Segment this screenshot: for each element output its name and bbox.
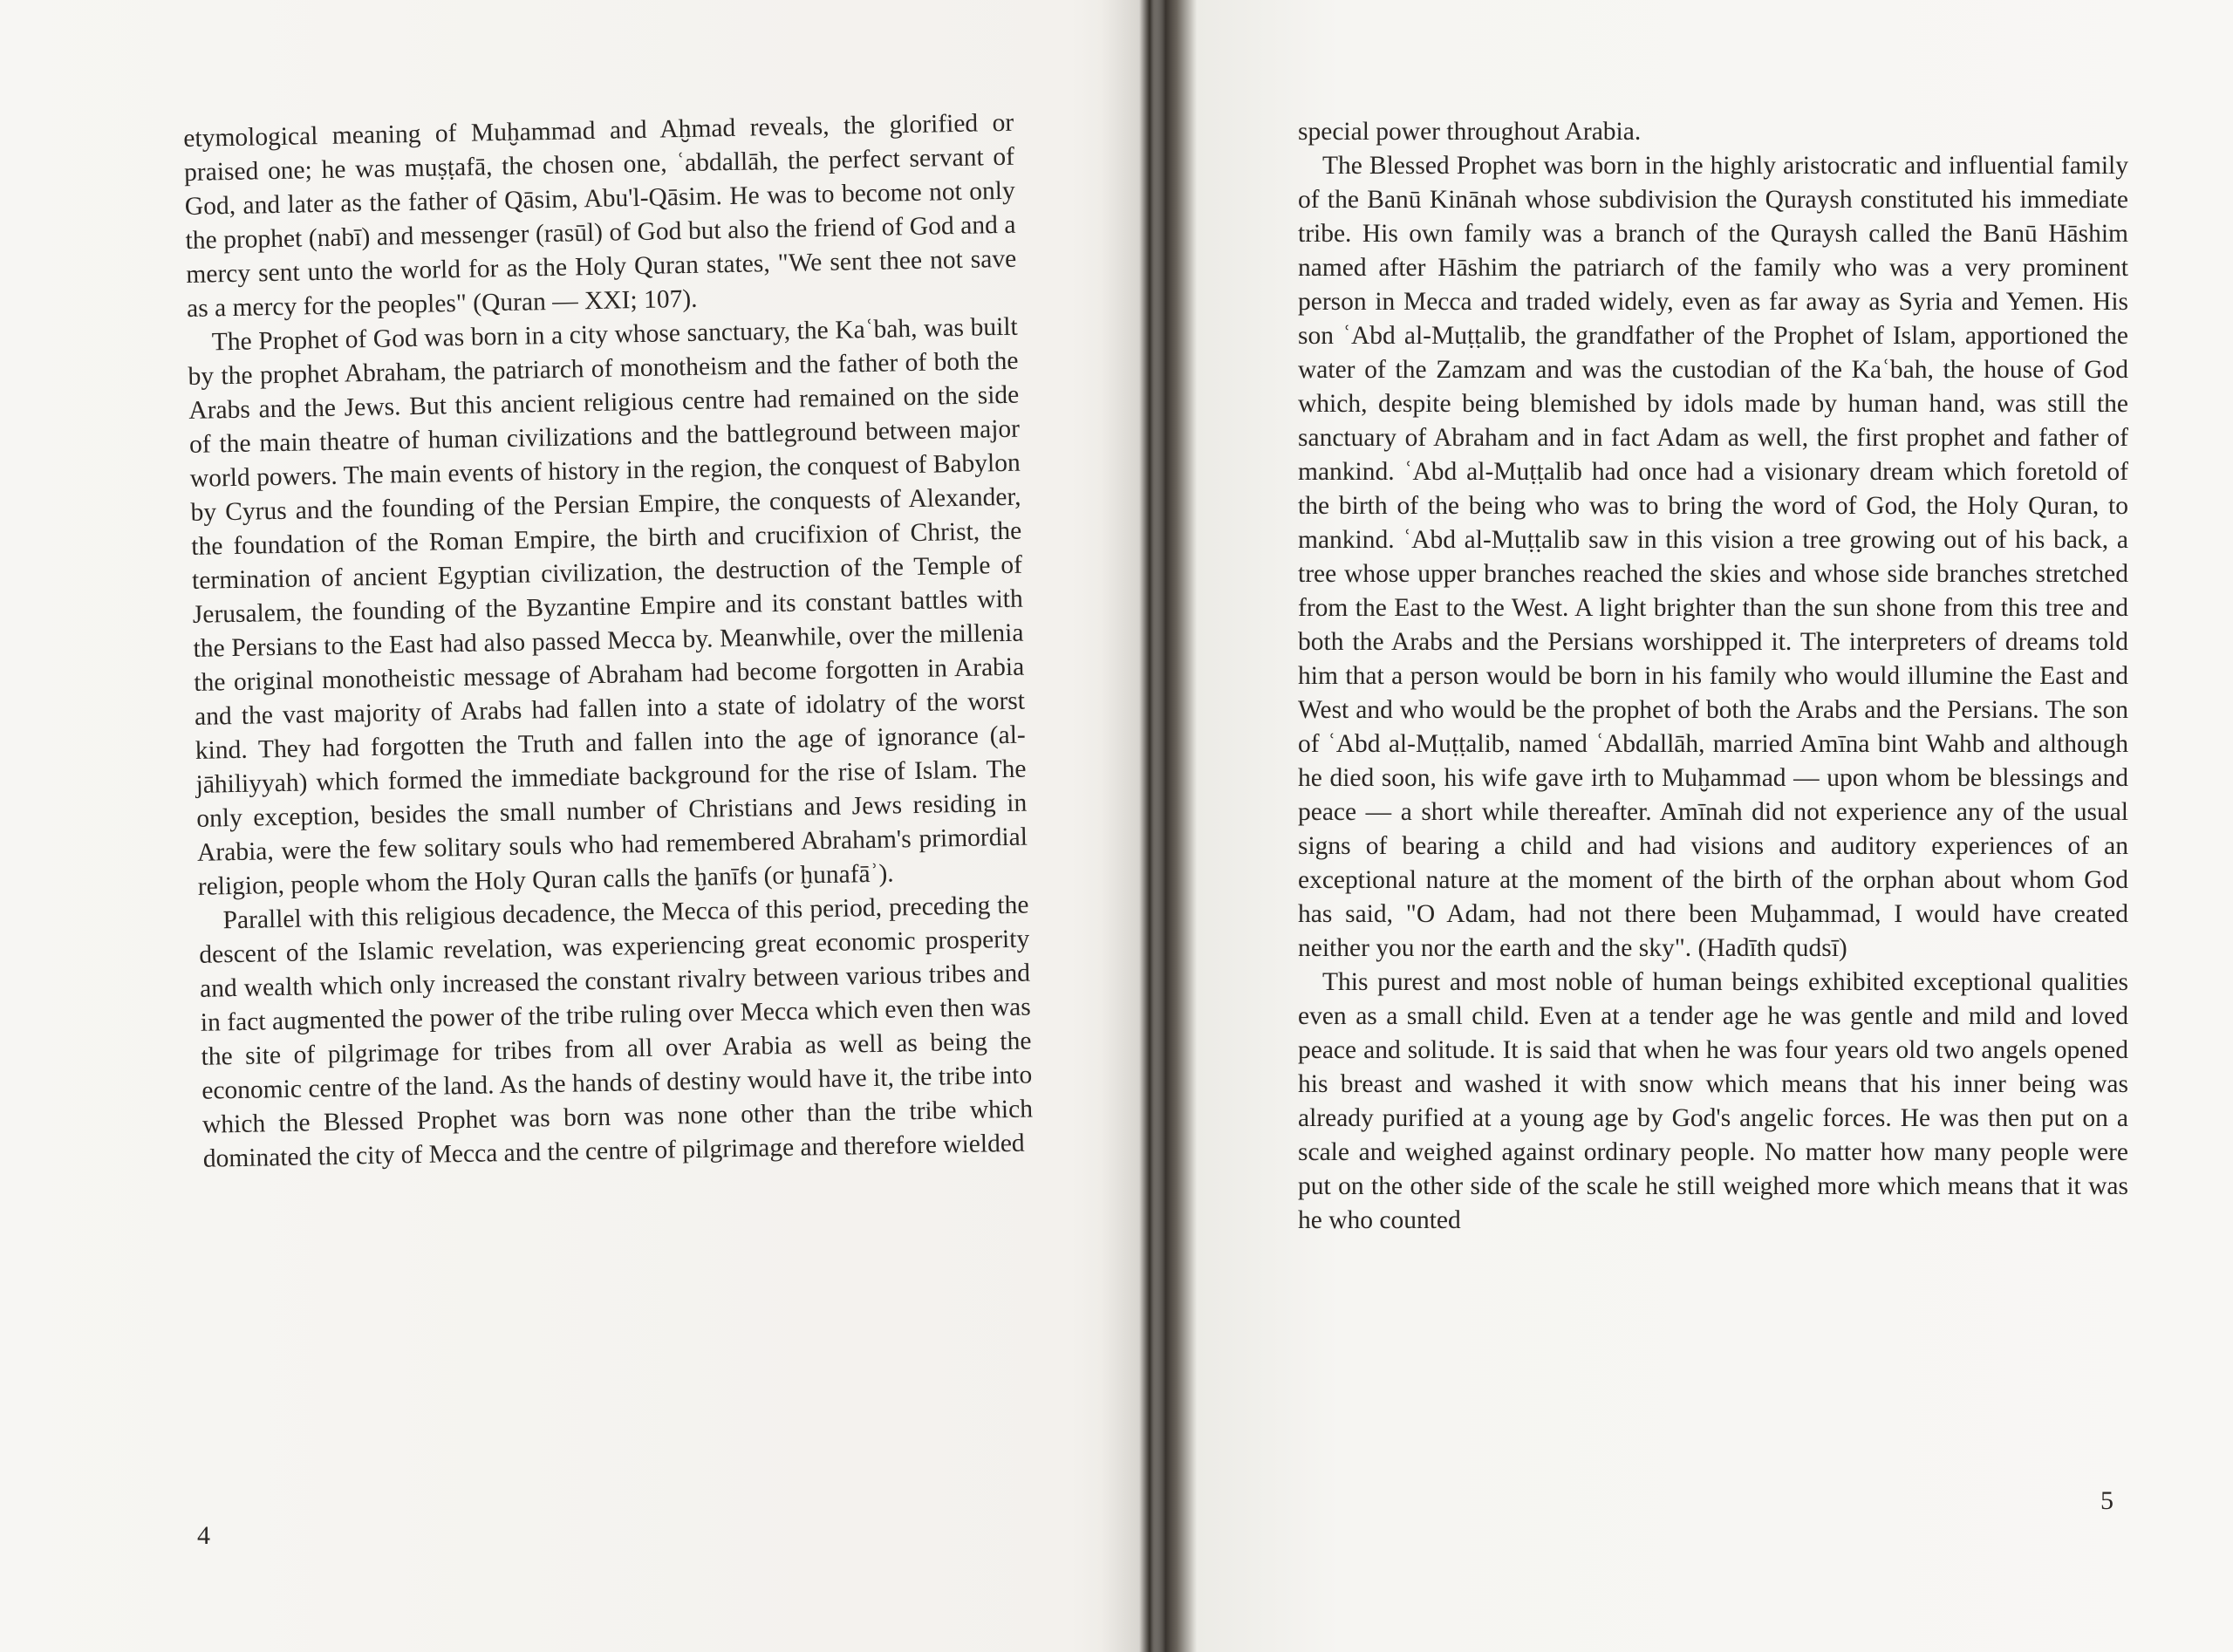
right-paragraph-1: special power throughout Arabia. bbox=[1298, 118, 1642, 146]
left-paragraph-3: Parallel with this religious decadence, the Mecca of this period, preceding the descent of the Islamic revelation, was experiencing great economic prosperity and wealth which only increased the constant rivalry between various tribes and in fact augmented the power of the tribe ruling over Mecca which even then was the site of pilgrimage for tribes from all over Arabia as well as being the economic centre of the land. As the hands of destiny would have it, the tribe into which the Blessed Prophet was born was none other than the tribe which dominated the city of Mecca and the centre of pilgrimage and therefore wielded bbox=[199, 891, 1034, 1173]
book-gutter bbox=[1101, 0, 1171, 1652]
left-paragraph-2: The Prophet of God was born in a city whose sanctuary, the Kaʿbah, was built by the prophet Abraham, the patriarch of monotheism and the father of both the Arabs and the Jews. But this ancient religious centre had remained on the side of the main theatre of human civilizations and the battleground between major world powers. The main events of history in the region, the conquest of Babylon by Cyrus and the founding of the Persian Empire, the conquests of Alexander, the foundation of the Roman Empire, the birth and crucifixion of Christ, the termination of ancient Egyptian civilization, the destruction of the Temple of Jerusalem, the founding of the Byzantine Empire and its constant battles with the Persians to the East had also passed Mecca by. Meanwhile, over the millenia the original monotheistic message of Abraham had become forgotten in Arabia and the vast majority of Arabs had fallen into a state of idolatry of the worst kind. They had forgotten the Truth and fallen into the age of ignorance (al-jāhiliyyah) which formed the immediate background for the rise of Islam. The only exception, besides the small number of Christians and Jews residing in Arabia, were the few solitary souls who had remembered Abraham's primordial religion, people whom the Holy Quran calls the ḫanīfs (or ḫunafāʾ). bbox=[188, 312, 1028, 901]
left-page bbox=[0, 0, 1101, 1652]
left-page-number: 4 bbox=[197, 1521, 210, 1550]
right-paragraph-2: The Blessed Prophet was born in the highly aristocratic and influential family of the Banū Kinānah whose subdivision the Quraysh constituted his immediate tribe. His own family was a branch of the Quraysh called the Banū Hāshim named after Hāshim the patriarch of the family who was a very prominent person in Mecca and traded widely, even as far away as Syria and Yemen. His son ʿAbd al-Muṭṭalib, the grandfather of the Prophet of Islam, apportioned the water of the Zamzam and was the custodian of the Kaʿbah, the house of God which, despite being blemished by idols made by human hand, was still the sanctuary of Abraham and in fact Adam as well, the first prophet and father of mankind. ʿAbd al-Muṭṭalib had once had a visionary dream which foretold of the birth of the being who was to bring the word of God, the Holy Quran, to mankind. ʿAbd al-Muṭṭalib saw in this vision a tree growing out of his back, a tree whose upper branches reached the skies and whose side branches stretched from the East to the West. A light brighter than the sun shone from this tree and both the Arabs and the Persians worshipped it. The interpreters of dreams told him that a person would be born in his family who would illumine the East and West and who would be the prophet of both the Arabs and the Persians. The son of ʿAbd al-Muṭṭalib, named ʿAbdallāh, married Amīna bint Wahb and although he died soon, his wife gave irth to Muḫammad — upon whom be blessings and peace — a short while thereafter. Amīnah did not experience any of the usual signs of bearing a child and had visions and auditory experiences of an exceptional nature at the moment of the birth of the orphan about whom God has said, "O Adam, had not there been Muḫammad, I would have created neither you nor the earth and the sky". (Hadīth qudsī) bbox=[1298, 152, 2128, 962]
right-paragraph-3: This purest and most noble of human beings exhibited exceptional qualities even as a small child. Even at a tender age he was gentle and mild and loved peace and solitude. It is said that when he was four years old two angels opened his breast and washed it with snow which means that his inner being was already purified at a young age by God's angelic forces. He was then put on a scale and weighed against ordinary people. No matter how many people were put on the other side of the scale he still weighed more which means that it was he who counted bbox=[1298, 968, 2128, 1234]
right-page-text bbox=[1298, 115, 2128, 1238]
right-page bbox=[1171, 0, 2233, 1652]
left-page-text bbox=[183, 106, 1034, 1177]
right-page-number: 5 bbox=[2100, 1486, 2113, 1515]
left-paragraph-1: etymological meaning of Muḫammad and Aḫmad reveals, the glorified or praised one; he was muṣṭafā, the chosen one, ʿabdallāh, the perfect servant of God, and later as the father of Qāsim, Abu'l-Qāsim. He was to become not only the prophet (nabī) and messenger (rasūl) of God but also the friend of God and a mercy sent unto the world for as the Holy Quran states, "We sent thee not save as a mercy for the peoples" (Quran — XXI; 107). bbox=[183, 108, 1017, 323]
